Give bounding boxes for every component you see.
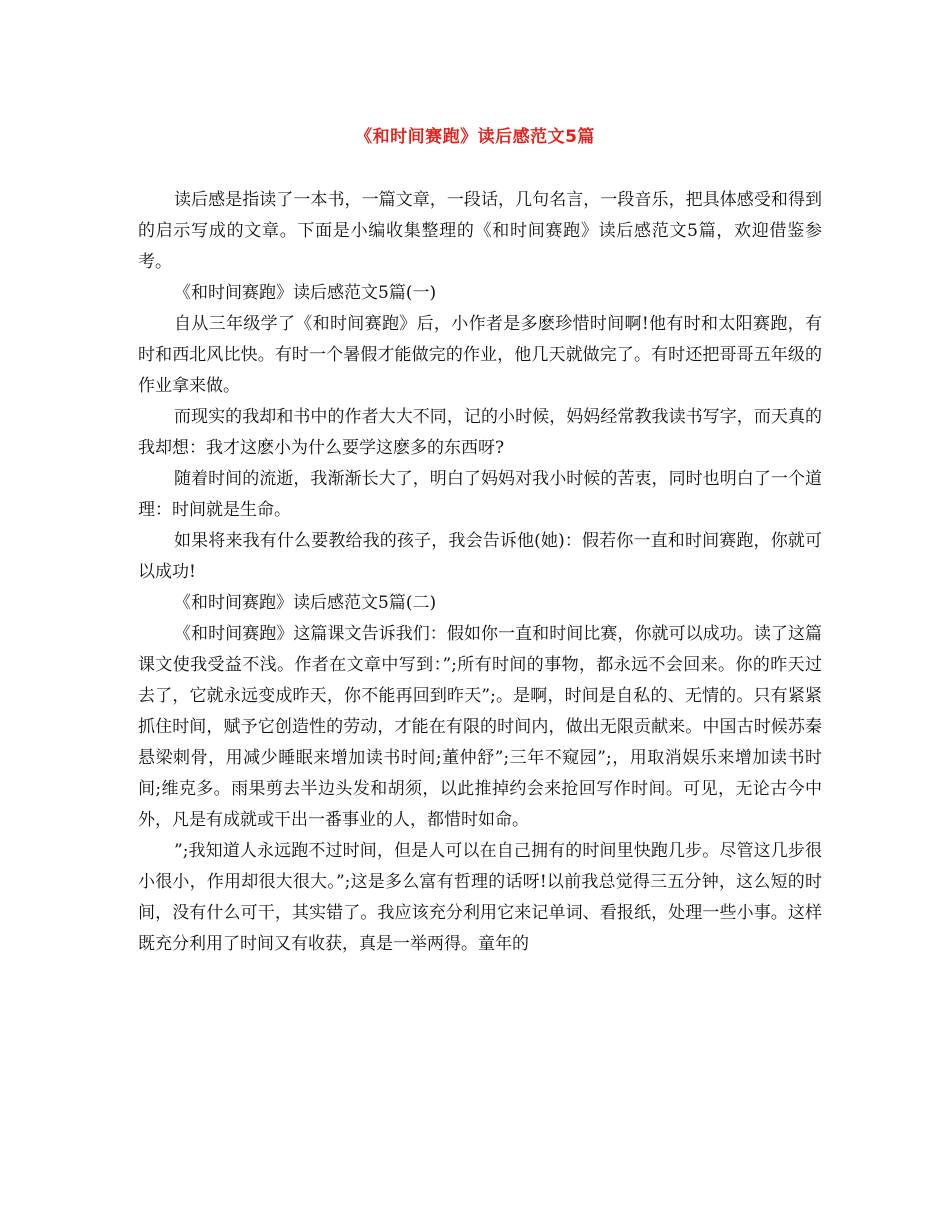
paragraph: 自从三年级学了《和时间赛跑》后，小作者是多麽珍惜时间啊!他有时和太阳赛跑，有时和西北风比快。有时一个暑假才能做完的作业，他几天就做完了。有时还把哥哥五年级的作业拿来做。 (138, 314, 822, 396)
paragraph-intro: 读后感是指读了一本书，一篇文章，一段话，几句名言，一段音乐，把具体感受和得到的启示写成的文章。下面是小编收集整理的《和时间赛跑》读后感范文5篇，欢迎借鉴参考。 (138, 190, 822, 272)
document-body (138, 185, 822, 960)
section-heading-1: 《和时间赛跑》读后感范文5篇(一) (174, 283, 437, 303)
section-heading-2: 《和时间赛跑》读后感范文5篇(二) (174, 593, 437, 613)
paragraph: 而现实的我却和书中的作者大大不同，记的小时候，妈妈经常教我读书写字，而天真的我却想：我才这麽小为什么要学这麽多的东西呀? (138, 407, 822, 458)
paragraph: 《和时间赛跑》这篇课文告诉我们：假如你一直和时间比赛，你就可以成功。读了这篇课文使我受益不浅。作者在文章中写到：”;所有时间的事物，都永远不会回来。你的昨天过去了，它就永远变成昨天，你不能再回到昨天”;。是啊，时间是自私的、无情的。只有紧紧抓住时间，赋予它创造性的劳动，才能在有限的时间内，做出无限贡献来。中国古时候苏秦悬梁刺骨，用减少睡眠来增加读书时间;董仲舒”;三年不窥园”;，用取消娱乐来增加读书时间;维克多。雨果剪去半边头发和胡须，以此推掉约会来抢回写作时间。可见，无论古今中外，凡是有成就或干出一番事业的人，都惜时如命。 (138, 624, 822, 830)
paragraph: ”;我知道人永远跑不过时间，但是人可以在自己拥有的时间里快跑几步。尽管这几步很小很小，作用却很大很大。”;这是多么富有哲理的话呀!以前我总觉得三五分钟，这么短的时间，没有什么可干，其实错了。我应该充分利用它来记单词、看报纸，处理一些小事。这样既充分利用了时间又有收获，真是一举两得。童年的 (138, 841, 822, 954)
document-title: 《和时间赛跑》读后感范文5篇 (355, 127, 595, 147)
paragraph: 随着时间的流逝，我渐渐长大了，明白了妈妈对我小时候的苦衷，同时也明白了一个道理：时间就是生命。 (138, 469, 822, 520)
paragraph: 如果将来我有什么要教给我的孩子，我会告诉他(她)：假若你一直和时间赛跑，你就可以成功! (138, 531, 822, 582)
